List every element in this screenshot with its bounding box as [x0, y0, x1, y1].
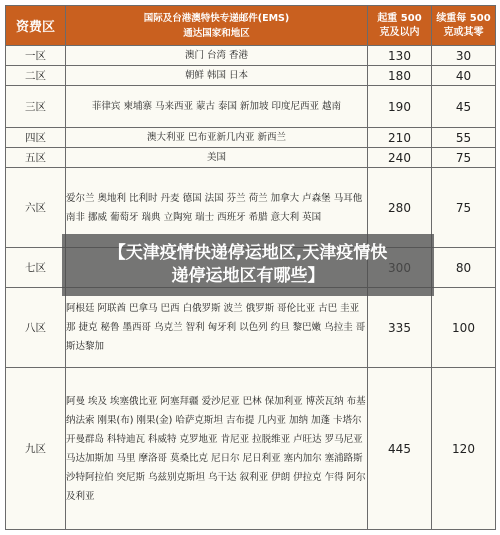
first-weight-cell: 240: [368, 148, 432, 168]
continued-weight-cell: 80: [432, 248, 496, 288]
continued-weight-cell: 120: [432, 368, 496, 530]
overlay-title-line-2: 递停运地区有哪些】: [171, 266, 325, 286]
header-region: [66, 6, 368, 46]
countries-cell: 澳大利亚 巴布亚新几内亚 新西兰: [66, 128, 368, 148]
countries-cell: 菲律宾 柬埔寨 马来西亚 蒙古 泰国 新加坡 印度尼西亚 越南: [66, 86, 368, 128]
article-title-overlay: [62, 234, 434, 296]
header-region-title: 国际及台港澳特快专递邮件(EMS): [143, 12, 290, 24]
header-continued-weight-bottom: 克或其零: [443, 26, 484, 38]
countries-cell: 爱尔兰 奥地利 比利时 丹麦 德国 法国 芬兰 荷兰 加拿大 卢森堡 马耳他 南非 挪威 葡萄牙 瑞典 立陶宛 瑞士 西班牙 希腊 意大利 英国: [66, 168, 368, 248]
continued-weight-cell: 75: [432, 148, 496, 168]
first-weight-cell: 210: [368, 128, 432, 148]
header-continued-weight-top: 续重每 500: [436, 12, 491, 24]
table-header-row: [6, 6, 496, 46]
countries-cell: 澳门 台湾 香港: [66, 46, 368, 66]
zone-cell: 三区: [6, 86, 66, 128]
table-row: [6, 368, 496, 530]
header-first-weight-bottom: 克及以内: [379, 26, 420, 38]
continued-weight-cell: 40: [432, 66, 496, 86]
table-row: [6, 86, 496, 128]
first-weight-cell: 180: [368, 66, 432, 86]
table-row: [6, 128, 496, 148]
header-first-weight-top: 起重 500: [377, 12, 422, 24]
first-weight-cell: 445: [368, 368, 432, 530]
table-row: [6, 148, 496, 168]
countries-cell: 阿曼 埃及 埃塞俄比亚 阿塞拜疆 爱沙尼亚 巴林 保加利亚 博茨瓦纳 布基纳法索 刚果(布) 刚果(金) 哈萨克斯坦 吉布提 几内亚 加纳 加蓬 卡塔尔 开曼群岛 科特迪瓦 科威特 克罗地亚 肯尼亚 拉脱维亚 卢旺达 罗马尼亚 马达加斯加 马里 摩洛哥 莫桑比克 尼日尔 尼日利亚 塞内加尔 塞浦路斯 沙特阿拉伯 突尼斯 乌兹别克斯坦 乌干达 叙利亚 伊朗 伊拉克 乍得 阿尔及利亚: [66, 368, 368, 530]
zone-cell: 六区: [6, 168, 66, 248]
zone-cell: 九区: [6, 368, 66, 530]
first-weight-cell: 335: [368, 288, 432, 368]
header-first-weight: [368, 6, 432, 46]
header-region-subtitle: 通达国家和地区: [183, 27, 250, 39]
continued-weight-cell: 45: [432, 86, 496, 128]
continued-weight-cell: 100: [432, 288, 496, 368]
first-weight-cell: 280: [368, 168, 432, 248]
first-weight-cell: 130: [368, 46, 432, 66]
zone-cell: 五区: [6, 148, 66, 168]
table-row: [6, 46, 496, 66]
zone-cell: 八区: [6, 288, 66, 368]
zone-cell: 四区: [6, 128, 66, 148]
countries-cell: 美国: [66, 148, 368, 168]
table-row: [6, 288, 496, 368]
countries-cell: 阿根廷 阿联酋 巴拿马 巴西 白俄罗斯 波兰 俄罗斯 哥伦比亚 古巴 圭亚那 捷克 秘鲁 墨西哥 乌克兰 智利 匈牙利 以色列 约旦 黎巴嫩 乌拉圭 哥斯达黎加: [66, 288, 368, 368]
header-continued-weight: [432, 6, 496, 46]
continued-weight-cell: 75: [432, 168, 496, 248]
zone-cell: 七区: [6, 248, 66, 288]
zone-cell: 二区: [6, 66, 66, 86]
continued-weight-cell: 30: [432, 46, 496, 66]
countries-cell: 朝鲜 韩国 日本: [66, 66, 368, 86]
table-row: [6, 66, 496, 86]
continued-weight-cell: 55: [432, 128, 496, 148]
header-zone: 资费区: [6, 6, 66, 46]
zone-cell: 一区: [6, 46, 66, 66]
overlay-title-line-1: 【天津疫情快递停运地区,天津疫情快: [108, 243, 388, 263]
first-weight-cell: 190: [368, 86, 432, 128]
